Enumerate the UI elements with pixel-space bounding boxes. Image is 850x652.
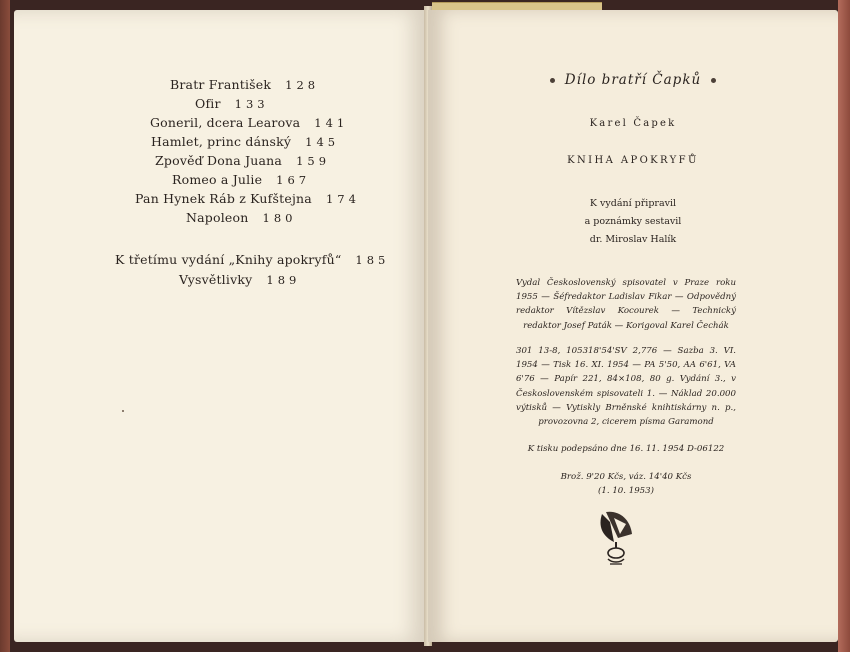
print-details: 301 13-8, 105318'54'SV 2,776 — Sazba 3. VI. 1954 — Tisk 16. XI. 1954 — PA 5'50, AA 6'61, VA 6'76 — Papír 221, 84×108, 80 g. Vydání 3., v Československém spisovateli 1. — Náklad 20.000 výtisků — Vytiskly Brněnské knihtiskárny n. p., provozovna 2, cicerem písma Garamond xyxy=(516,346,736,428)
contents-page-number: 174 xyxy=(325,192,360,206)
right-page xyxy=(428,10,838,642)
contents-title: Romeo a Julie xyxy=(172,172,263,187)
series-title: Dílo bratří Čapků xyxy=(564,72,702,88)
contents-title: Bratr František xyxy=(170,77,272,92)
list-item xyxy=(151,134,339,149)
contents-title: Napoleon xyxy=(186,210,249,225)
list-item xyxy=(195,96,269,111)
price-date: (1. 10. 1953) xyxy=(598,486,654,497)
list-item xyxy=(186,210,296,225)
contents-page-number: 141 xyxy=(314,116,349,130)
editor-line: a poznámky sestavil xyxy=(584,216,682,227)
contents-page-number: 128 xyxy=(285,78,320,92)
contents-page-number: 167 xyxy=(276,173,311,187)
contents-title: Hamlet, princ dánský xyxy=(151,134,292,149)
publisher-emblem-icon xyxy=(596,508,636,568)
contents-page-number: 185 xyxy=(355,253,390,267)
contents-page-number: 159 xyxy=(296,154,331,168)
print-approval: K tisku podepsáno dne 16. 11. 1954 D-06122 xyxy=(527,444,725,454)
book-title: KNIHA APOKRYFŮ xyxy=(567,155,699,166)
contents-title: Vysvětlivky xyxy=(179,272,253,287)
list-item xyxy=(135,191,360,206)
table-of-contents xyxy=(14,10,426,642)
editor-name: dr. Miroslav Halík xyxy=(589,234,677,245)
paper-speck xyxy=(122,410,124,412)
contents-page-number: 189 xyxy=(266,273,301,287)
editor-line: K vydání připravil xyxy=(589,198,677,209)
contents-title: K třetímu vydání „Knihy apokryfů“ xyxy=(115,252,342,267)
list-item xyxy=(179,272,300,287)
list-item xyxy=(115,252,389,267)
list-item xyxy=(170,77,319,92)
list-item xyxy=(172,172,310,187)
publisher-credits: Vydal Československý spisovatel v Praze roku 1955 — Šéfredaktor Ladislav Fikar — Odpovědný redaktor Vítězslav Kocourek — Technický redaktor Josef Paták — Korigoval Karel Čechák xyxy=(516,278,736,331)
price-block xyxy=(516,470,736,498)
contents-title: Goneril, dcera Learova xyxy=(150,115,301,130)
bullet-ornament-icon xyxy=(550,78,555,83)
contents-page-number: 133 xyxy=(234,97,269,111)
contents-title: Pan Hynek Ráb z Kufštejna xyxy=(135,191,312,206)
contents-title: Zpověď Dona Juana xyxy=(155,153,283,168)
contents-page-number: 145 xyxy=(305,135,340,149)
cover-left-edge xyxy=(0,0,10,652)
author-name: Karel Čapek xyxy=(589,118,677,129)
editor-credit xyxy=(428,195,838,249)
cover-right-edge xyxy=(838,0,850,652)
list-item xyxy=(155,153,330,168)
list-item xyxy=(150,115,348,130)
left-page xyxy=(14,10,426,642)
series-heading xyxy=(428,72,838,88)
bullet-ornament-icon xyxy=(711,78,716,83)
price-line: Brož. 9'20 Kčs, váz. 14'40 Kčs xyxy=(560,472,692,482)
contents-page-number: 180 xyxy=(262,211,297,225)
imprint xyxy=(428,10,838,642)
contents-title: Ofir xyxy=(195,96,221,111)
